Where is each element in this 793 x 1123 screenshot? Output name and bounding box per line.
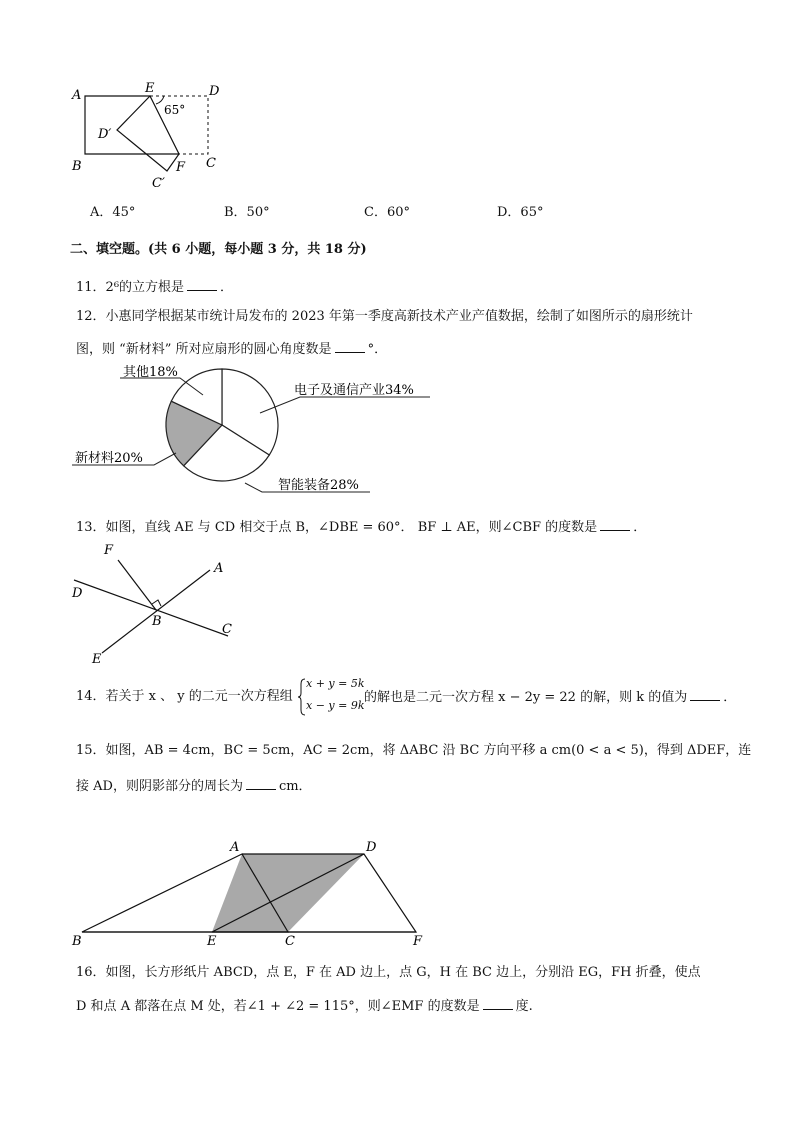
q14-end: ． [723,690,737,705]
q15-line1: 15．如图，AB = 4cm，BC = 5cm，AC = 2cm，将 ΔABC 沿 BC 方向平移 a cm(0 < a < 5)，得到 ΔDEF，连 [76,743,752,758]
q14-post-text: 的解也是二元一次方程 x − 2y = 22 的解，则 k 的值为 [364,690,688,705]
q13-blank[interactable] [600,518,630,531]
q14-brace [298,678,306,716]
question-11 [76,278,233,297]
label-F: F [176,160,186,175]
q13-label-F: F [104,543,114,558]
q11-text: 的立方根是 [119,280,185,295]
q13-label-D: D [72,586,83,601]
pie-label-smart-equipment: 智能装备28% [278,478,359,493]
q14-eq1: x + y = 5k [306,677,365,690]
q16-line2 [76,997,533,1016]
pie-chart [60,365,460,505]
q16-blank[interactable] [483,997,513,1010]
option-c[interactable]: C．60° [364,205,410,220]
q15-label-E: E [207,934,217,949]
label-C: C [206,156,216,171]
pie-label-electronics: 电子及通信产业34% [294,383,414,398]
pie-label-other: 其他18% [123,365,178,380]
q15-line2a: 接 AD，则阴影部分的周长为 [76,779,243,794]
q16-line2b: 度. [515,999,533,1014]
label-D: D [209,84,220,99]
q11-expr: 2⁶ [105,280,120,295]
q13-end: ． [633,520,647,535]
q15-label-D: D [366,840,377,855]
q15-line2b: cm． [278,779,312,794]
q15-label-A: A [230,840,240,855]
q15-label-B: B [72,934,82,949]
figure-q10 [60,78,240,198]
label-65: 65° [164,103,186,117]
q12-blank[interactable] [335,340,365,353]
q14-post [364,688,736,707]
q13-label-C: C [222,622,232,637]
q12-line2a: 图，则 “新材料” 所对应扇形的圆心角度数是 [76,342,332,357]
label-Dp: D′ [98,127,112,142]
q15-line2 [76,777,312,796]
label-B: B [72,159,82,174]
q15-label-F: F [413,934,423,949]
q11-blank[interactable] [187,278,217,291]
label-E: E [145,81,155,96]
q14-eq2: x − y = 9k [306,699,365,712]
q12-line1: 12．小惠同学根据某市统计局发布的 2023 年第一季度高新技术产业产值数据，绘制了如图所示的扇形统计 [76,309,693,324]
label-Cp: C′ [152,176,165,191]
q11-end: ． [220,280,234,295]
q13-label-E: E [92,652,102,667]
q11-num: 11． [76,280,106,295]
q15-label-C: C [285,934,295,949]
q16-line2a: D 和点 A 都落在点 M 处，若∠1 + ∠2 = 115°，则∠EMF 的度数是 [76,999,480,1014]
section-title: 二、填空题。(共 6 小题，每小题 3 分，共 18 分) [70,242,367,257]
figure-q13 [60,540,260,670]
q16-line1: 16．如图，长方形纸片 ABCD，点 E，F 在 AD 边上，点 G，H 在 BC 边上，分别沿 EG，FH 折叠，使点 [76,965,701,980]
figure-q15 [60,835,440,950]
q13-label-B: B [152,614,162,629]
label-A: A [72,88,82,103]
pie-label-new-material: 新材料20% [75,451,143,466]
option-b[interactable]: B．50° [224,205,270,220]
q14-pre: 14．若关于 x 、 y 的二元一次方程组 [76,689,293,704]
option-d[interactable]: D．65° [497,205,544,220]
q13-label-A: A [214,561,224,576]
q13-text: 13．如图，直线 AE 与 CD 相交于点 B，∠DBE = 60°． BF ⊥ AE，则∠CBF 的度数是 [76,520,598,535]
q15-blank[interactable] [246,777,276,790]
q12-line2 [76,340,387,359]
q12-line2b: °． [367,342,388,357]
option-a[interactable]: A．45° [90,205,136,220]
q14-blank[interactable] [690,688,720,701]
question-13 [76,518,646,537]
